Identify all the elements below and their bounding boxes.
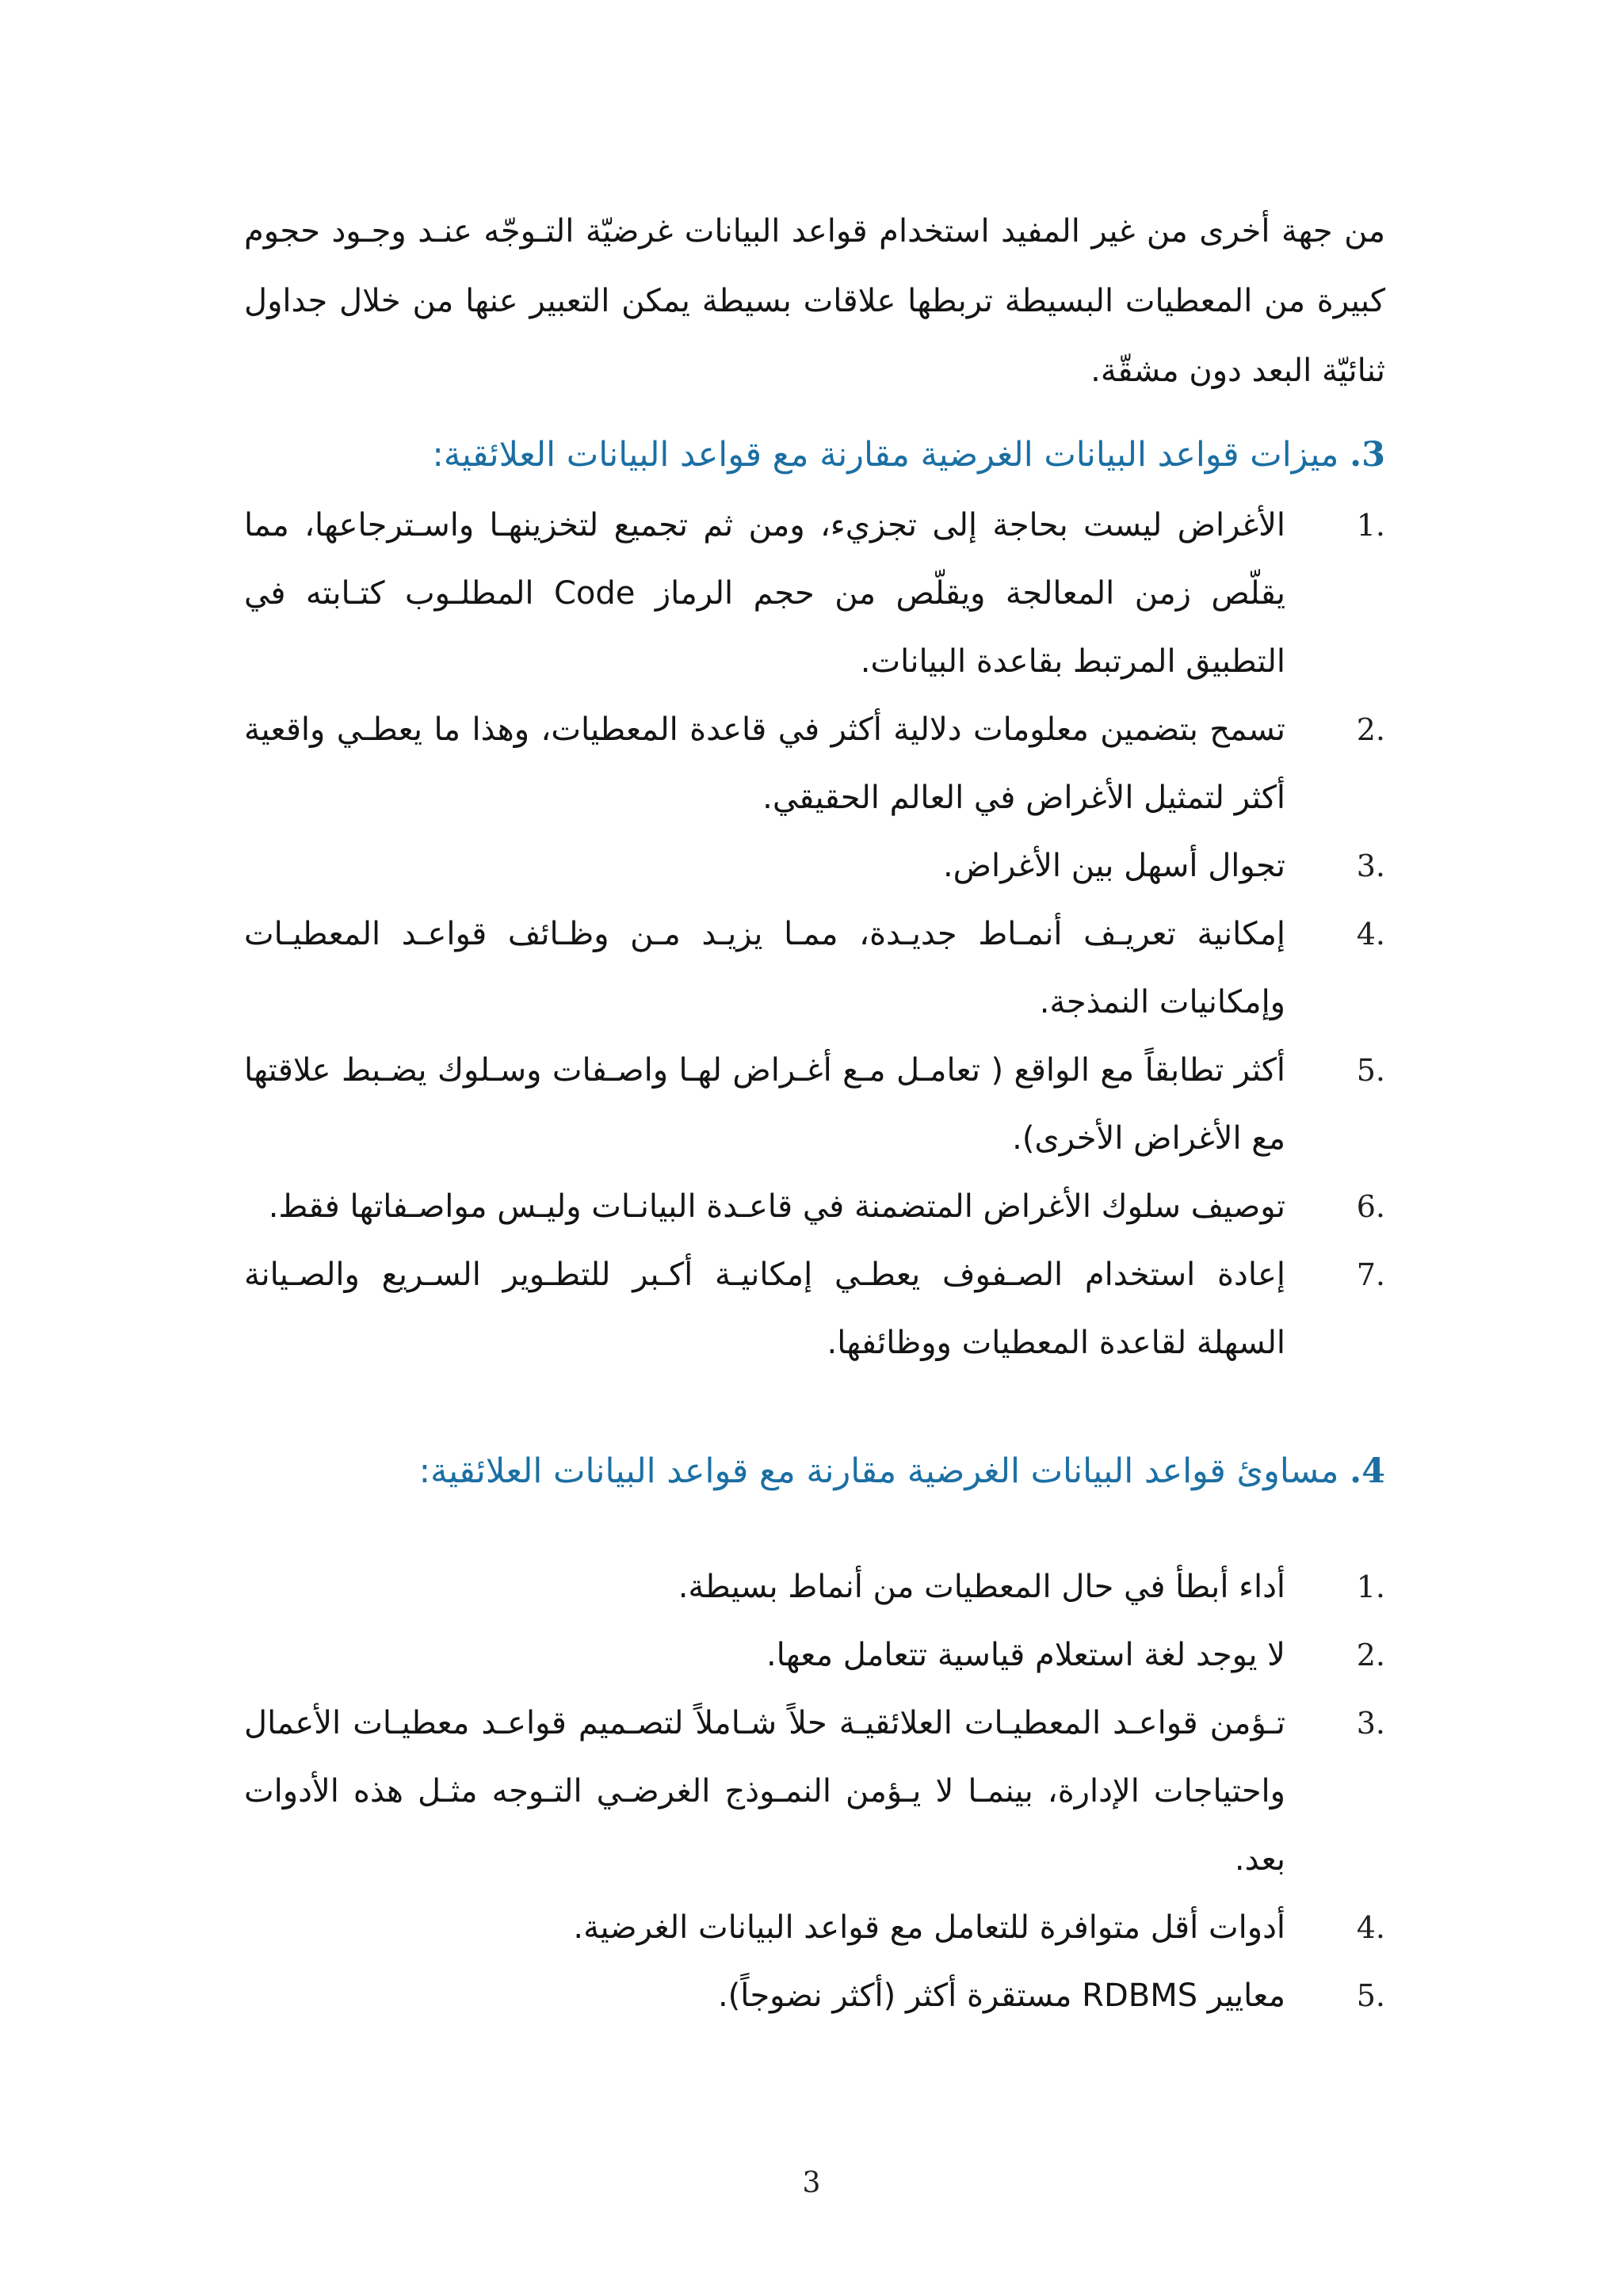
list-item xyxy=(244,1241,1385,1377)
item-text: معايير RDBMS مستقرة أكثر (أكثر نضوجاً). xyxy=(717,1978,1285,2014)
item-number: 3. xyxy=(1356,849,1385,883)
item-text: تـؤمن قواعـد المعطيـات العلائقيـة حلاً شـاملاً لتصـميم قواعـد معطيـات الأعمال واحتياجات الإدارة، بينمـا لا يـؤمن النمـوذج الغرضـي التـوجه مثـل هذه الأدوات بعد. xyxy=(244,1705,1285,1878)
item-text: أدوات أقل متوافرة للتعامل مع قواعد البيانات الغرضية. xyxy=(573,1909,1285,1946)
list-item xyxy=(244,696,1385,832)
section-3-list xyxy=(244,491,1385,1377)
list-item xyxy=(244,832,1385,900)
item-text: أداء أبطأ في حال المعطيات من أنماط بسيطة. xyxy=(678,1569,1285,1605)
item-number: 1. xyxy=(1356,508,1385,543)
item-text: توصيف سلوك الأغراض المتضمنة في قاعـدة البيانـات وليـس مواصـفاتها فقط. xyxy=(268,1188,1285,1225)
item-text: لا يوجد لغة استعلام قياسية تتعامل معها. xyxy=(766,1637,1285,1673)
item-text: إعادة استخدام الصـفوف يعطـي إمكانيـة أكـبر للتطـوير السـريع والصـيانة السهلة لقاعدة المعطيات ووظائفها. xyxy=(244,1257,1285,1361)
item-number: 2. xyxy=(1356,712,1385,747)
list-item xyxy=(244,900,1385,1036)
item-number: 4. xyxy=(1356,917,1385,952)
list-item xyxy=(244,1894,1385,1962)
item-number: 2. xyxy=(1356,1638,1385,1672)
section-4-heading xyxy=(244,1448,1385,1494)
intro-paragraph: من جهة أخرى من غير المفيد استخدام قواعد البيانات غرضيّة التـوجّه عنـد وجـود حجوم كبيرة من المعطيات البسيطة تربطها علاقات بسيطة يمكن التعبير عنها من خلال جداول ثنائيّة البعد دون مشقّة. xyxy=(244,213,1385,389)
list-item xyxy=(244,1553,1385,1621)
item-number: 1. xyxy=(1356,1569,1385,1604)
section-3-number: 3. xyxy=(1350,435,1385,475)
section-4-number: 4. xyxy=(1350,1451,1385,1491)
item-text: تسمح بتضمين معلومات دلالية أكثر في قاعدة المعطيات، وهذا ما يعطـي واقعية أكثر لتمثيل الأغراض في العالم الحقيقي. xyxy=(244,711,1285,816)
section-4-title: مساوئ قواعد البيانات الغرضية مقارنة مع قواعد البيانات العلائقية: xyxy=(418,1451,1350,1491)
item-number: 7. xyxy=(1356,1257,1385,1292)
list-item xyxy=(244,1689,1385,1894)
item-number: 4. xyxy=(1356,1910,1385,1945)
list-item xyxy=(244,1173,1385,1241)
section-4-list xyxy=(244,1553,1385,2030)
item-number: 5. xyxy=(1356,1053,1385,1088)
item-text: الأغراض ليست بحاجة إلى تجزيء، ومن ثم تجميع لتخزينهـا واسـترجاعها، مما يقلّص زمن المعالجة ويقلّص من حجم الرماز Code المطلـوب كتـابته في التطبيق المرتبط بقاعدة البيانات. xyxy=(244,507,1285,680)
item-number: 3. xyxy=(1356,1706,1385,1741)
item-text: تجوال أسهل بين الأغراض. xyxy=(942,848,1285,884)
item-number: 6. xyxy=(1356,1189,1385,1224)
list-item xyxy=(244,1036,1385,1173)
section-3-title: ميزات قواعد البيانات الغرضية مقارنة مع قواعد البيانات العلائقية: xyxy=(432,435,1350,475)
item-text: أكثر تطابقاً مع الواقع ( تعامـل مـع أغـراض لهـا واصـفات وسـلوك يضـبط علاقتها مع الأغراض الأخرى). xyxy=(244,1052,1285,1157)
item-text: إمكانية تعريـف أنمـاط جديـدة، ممـا يزيـد مـن وظـائف قواعـد المعطيـات وإمكانيات النمذجة. xyxy=(244,916,1285,1020)
page-number: 3 xyxy=(802,2167,821,2199)
list-item xyxy=(244,491,1385,696)
section-3-heading xyxy=(244,432,1385,478)
list-item xyxy=(244,1962,1385,2030)
list-item xyxy=(244,1621,1385,1689)
item-number: 5. xyxy=(1356,1978,1385,2013)
